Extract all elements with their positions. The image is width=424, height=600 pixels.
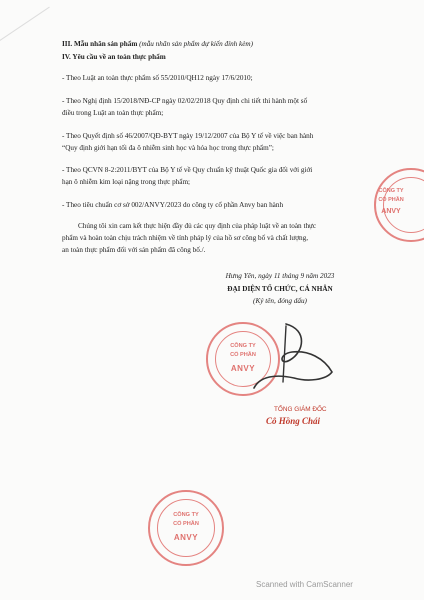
requirement-item: - Theo Quyết định số 46/2007/QĐ-BYT ngày 19/12/2007 của Bộ Y tế về việc ban hành bbox=[62, 132, 314, 140]
company-seal-stamp: CÔNG TY CỔ PHẦN ANVY bbox=[206, 322, 280, 396]
handwritten-signature bbox=[246, 318, 338, 400]
requirement-item: - Theo tiêu chuẩn cơ sở 002/ANVY/2023 do công ty cổ phần Anvy ban hành bbox=[62, 201, 284, 209]
director-name: Cô Hồng Chái bbox=[266, 416, 321, 426]
requirement-item: - Theo Nghị định 15/2018/NĐ-CP ngày 02/02/2018 Quy định chi tiết thi hành một số bbox=[62, 97, 308, 105]
requirement-item: điều trong Luật an toàn thực phẩm; bbox=[62, 109, 164, 117]
director-title: TỔNG GIÁM ĐỐC bbox=[274, 406, 327, 413]
section-iii-heading bbox=[62, 39, 253, 50]
commitment-line: an toàn thực phẩm đối với sản phẩm đã công bố./. bbox=[62, 246, 206, 254]
signing-instruction: (Ký tên, đóng dấu) bbox=[253, 297, 307, 305]
commitment-line: Chúng tôi xin cam kết thực hiện đầy đủ các quy định của pháp luật về an toàn thực bbox=[78, 222, 317, 230]
representative-title: ĐẠI DIỆN TỔ CHỨC, CÁ NHÂN bbox=[227, 285, 333, 293]
commitment-line: phẩm và hoàn toàn chịu trách nhiệm về tính pháp lý của hồ sơ công bố và chất lượng, bbox=[62, 234, 309, 242]
lower-seal-stamp: CÔNG TY CỔ PHẦN ANVY bbox=[148, 490, 224, 566]
requirement-item: “Quy định giới hạn tối đa ô nhiễm sinh học và hóa học trong thực phẩm”; bbox=[62, 144, 274, 152]
section-iii-note: (mẫu nhãn sản phẩm dự kiến đính kèm) bbox=[139, 40, 254, 48]
section-iv-title: IV. Yêu cầu về an toàn thực phẩm bbox=[62, 53, 166, 61]
scanner-watermark: Scanned with CamScanner bbox=[256, 580, 353, 589]
place-date: Hưng Yên, ngày 11 tháng 9 năm 2023 bbox=[225, 272, 335, 280]
requirement-item: - Theo QCVN 8-2:2011/BYT của Bộ Y tế về Quy chuẩn kỹ thuật Quốc gia đối với giới bbox=[62, 166, 313, 174]
section-iii-title: III. Mẫu nhãn sản phẩm bbox=[62, 40, 138, 48]
page-fold-mark bbox=[0, 0, 50, 41]
requirement-item: hạn ô nhiễm kim loại nặng trong thực phẩm; bbox=[62, 178, 191, 186]
edge-seal-stamp: CÔNG TY CỔ PHẦN ANVY bbox=[374, 168, 424, 242]
requirement-item: - Theo Luật an toàn thực phẩm số 55/2010/QH12 ngày 17/6/2010; bbox=[62, 74, 253, 82]
